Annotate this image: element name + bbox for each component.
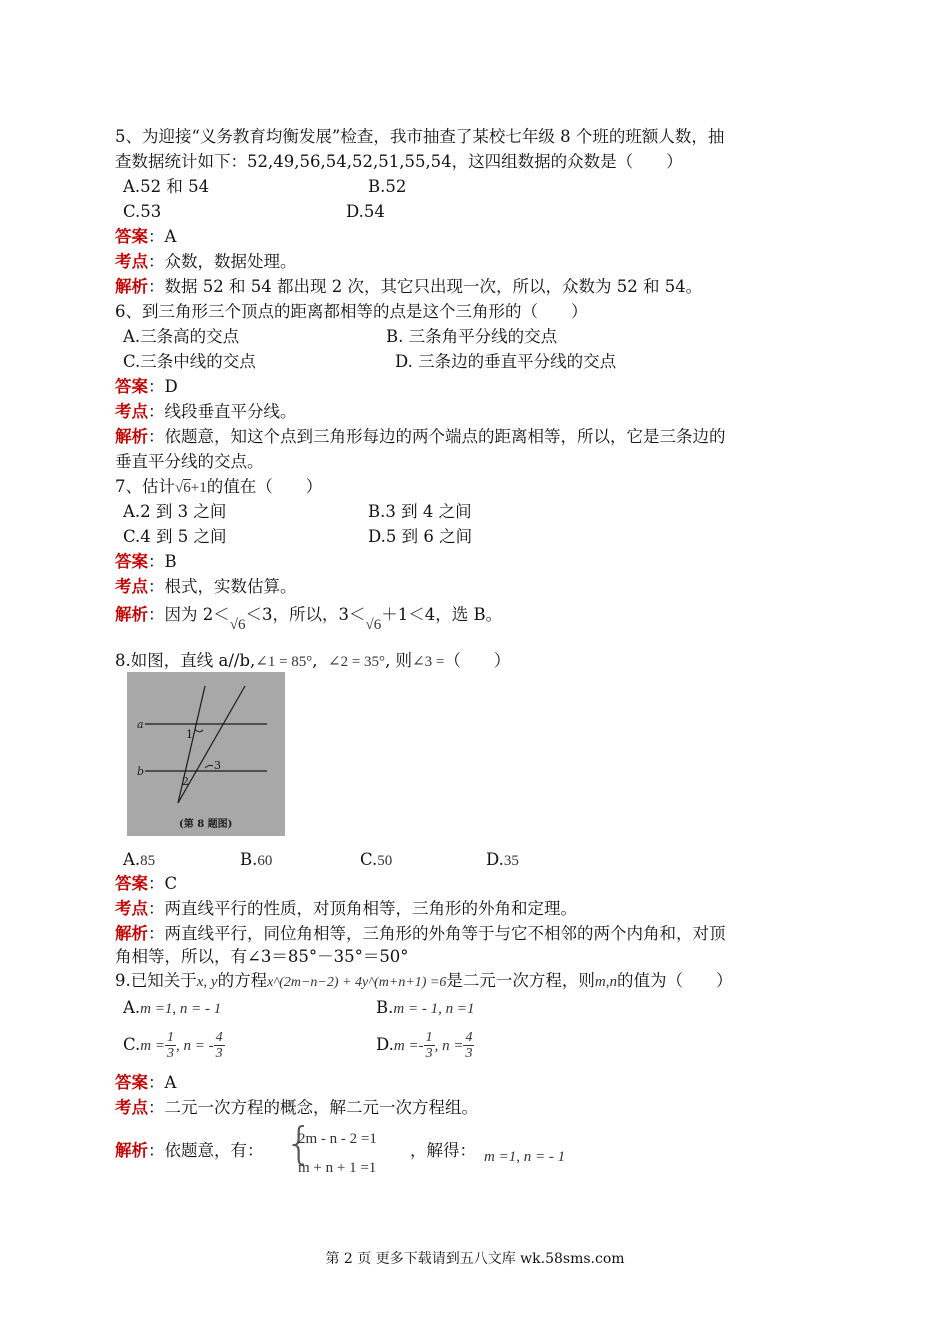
q8-angle1: ∠1 = 85° [255,654,313,670]
fig-label-b: b [137,765,145,778]
q9-answer [115,1072,176,1094]
q9-point-value: 二元一次方程的概念，解二元一次方程组。 [164,1098,478,1117]
q7-sqrt-2: √6 [365,617,382,633]
colon: ： [148,1141,165,1160]
q7-sqrt-1: √6 [229,617,246,633]
point-label: 考点 [115,899,148,918]
colon: ： [148,277,165,296]
q9-c-m-den: 3 [167,1046,175,1061]
point-label: 考点 [115,402,148,421]
q6-option-c: C.三条中线的交点 [123,352,256,371]
colon: ： [148,427,165,446]
q5-point-value: 众数，数据处理。 [164,252,297,271]
q9-option-b [376,997,474,1020]
q5-point [115,251,297,273]
page-footer: 第 2 页 更多下载请到五八文库 wk.58sms.com [325,1251,625,1267]
colon: ： [148,1098,165,1117]
colon: ： [148,577,165,596]
q8-b-label: B. [240,850,258,869]
q9-system-eq2: m + n + 1 =1 [298,1160,377,1176]
q8-c-value: 50 [377,853,393,869]
q9-c-n-den: 3 [215,1046,223,1061]
answer-label: 答案 [115,1073,148,1092]
q5-option-a: A.52 和 54 [123,177,210,196]
q8-c-label: C. [360,850,378,869]
analysis-label: 解析 [115,1141,148,1160]
q8-stem [115,650,510,673]
colon: ： [148,924,165,943]
analysis-label: 解析 [115,924,148,943]
q9-c-m-fraction [165,1030,176,1061]
q9-d-n-fraction [463,1030,474,1061]
colon: ： [148,252,165,271]
q5-answer [115,226,176,248]
colon: ： [148,874,165,893]
q8-angle3: ∠3 = [412,654,445,670]
q6-analysis [115,426,726,448]
q9-d-m-den: 3 [425,1046,433,1061]
q5-stem-line2: 查数据统计如下：52,49,56,54,52,51,55,54，这四组数据的众数是（ ） [115,152,683,171]
q5-answer-value: A [164,227,177,246]
q8-d-label: D. [486,850,504,869]
q9-b-value: m = - 1, n =1 [393,1001,475,1017]
q5-stem-line1: 5、为迎接“义务教育均衡发展”检查，我市抽查了某校七年级 8 个班的班额人数，抽 [115,127,725,146]
q8-b-value: 60 [257,853,273,869]
fig-label-3: 3 [214,759,221,772]
q8-answer-value: C [164,874,178,893]
q8-point-value: 两直线平行的性质，对顶角相等，三角形的外角和定理。 [164,899,577,918]
fig-caption: (第 8 题图) [179,819,233,830]
colon: ： [148,227,165,246]
q9-system-eq1: 2m - n - 2 =1 [298,1131,377,1147]
q5-analysis [115,276,702,298]
q7-option-b: B.3 到 4 之间 [368,502,472,521]
q6-answer [115,376,178,398]
q8-stem-pre: 8.如图，直线 a//b, [115,651,256,670]
q8-a-label: A. [123,850,141,869]
q9-equation: x^(2m−n−2) + 4y^(m+n+1) =6 [267,975,447,990]
q9-a-value: m =1, n = - 1 [140,1001,222,1017]
q6-analysis-line2: 垂直平分线的交点。 [115,452,264,471]
q8-option-a [123,849,155,872]
analysis-label: 解析 [115,277,148,296]
q8-figure-drawing [127,672,285,836]
q8-paren: （ ） [444,651,511,670]
q9-answer-value: A [164,1073,177,1092]
q6-stem: 6、到三角形三个顶点的距离都相等的点是这个三角形的（ ） [115,302,588,321]
colon: ： [148,552,165,571]
q7-radicand-2: 6 [373,617,382,633]
q7-option-c: C.4 到 5 之间 [123,527,227,546]
q6-point [115,401,297,423]
q5-option-c: C.53 [123,202,162,221]
colon: ： [148,377,165,396]
q9-d-n-den: 3 [465,1046,473,1061]
q9-d-label: D. [376,1035,394,1054]
q9-b-label: B. [376,998,394,1017]
q8-d-value: 35 [503,853,519,869]
q9-d-n-num: 4 [465,1030,473,1045]
q8-a-value: 85 [140,853,156,869]
q8-analysis-line2: 角相等，所以，有∠3＝85°－35°＝50° [115,947,409,966]
q9-stem-pre: 9.已知关于 [115,971,197,990]
q7-analysis [115,602,503,633]
q9-c-n-fraction [214,1030,225,1061]
q9-analysis [115,1140,264,1162]
q7-radicand-1: 6 [237,617,246,633]
q7-stem [115,476,322,499]
analysis-label: 解析 [115,427,148,446]
q9-point [115,1097,478,1119]
q9-stem [115,970,732,994]
q9-stem-mid: 的方程 [217,971,268,990]
q9-a-label: A. [123,998,141,1017]
q8-angle2: ∠2 = 35° [328,654,386,670]
q8-stem-post: , 则 [385,651,413,670]
q7-plus-one: +1 [190,480,207,496]
fig-label-1: 1 [186,728,193,741]
q7-option-a: A.2 到 3 之间 [123,502,227,521]
answer-label: 答案 [115,377,148,396]
q7-analysis-part1: 因为 2＜ [164,605,230,624]
q9-option-d [376,1027,474,1064]
q9-c-m-num: 1 [167,1030,175,1045]
q9-stem-post: 是二元一次方程，则 [446,971,595,990]
answer-label: 答案 [115,552,148,571]
q9-analysis-pre: 依题意，有： [164,1141,264,1160]
answer-label: 答案 [115,874,148,893]
q7-sqrt-expression: √6+1 [175,480,207,496]
fig-label-2: 2 [182,775,189,788]
fig-label-a: a [137,718,144,731]
point-label: 考点 [115,577,148,596]
q9-system-brace: { [285,1118,313,1169]
q6-point-value: 线段垂直平分线。 [164,402,297,421]
q9-option-c [123,1027,225,1064]
colon: ： [148,402,165,421]
q8-option-d [486,849,519,872]
q7-answer [115,551,177,573]
q8-answer [115,873,177,895]
colon: ： [148,605,165,624]
q7-answer-value: B [164,552,177,571]
q6-option-a: A.三条高的交点 [123,327,240,346]
q7-option-d: D.5 到 6 之间 [368,527,473,546]
q7-point-value: 根式，实数估算。 [164,577,297,596]
colon: ： [148,1073,165,1092]
q7-stem-post: 的值在（ ） [206,477,323,496]
colon: ： [148,899,165,918]
point-label: 考点 [115,1098,148,1117]
q8-figure [127,672,285,836]
q9-analysis-mid: ，解得： [410,1141,476,1160]
q7-analysis-part3: ＋1＜4，选 B。 [381,605,503,624]
q8-option-b [240,849,272,872]
q9-option-a [123,997,221,1020]
q9-d-n: , n = [434,1038,464,1054]
q9-c-n: , n = - [176,1038,214,1054]
q8-option-c [360,849,392,872]
q9-solution: m =1, n = - 1 [484,1149,566,1165]
q9-vars: x, y [196,974,218,990]
q9-c-label: C. [123,1035,141,1054]
q8-analysis [115,923,726,945]
q5-option-d: D.54 [346,202,385,221]
q5-analysis-value: 数据 52 和 54 都出现 2 次，其它只出现一次，所以，众数为 52 和 54。 [164,277,703,296]
q6-option-d: D. 三条边的垂直平分线的交点 [395,352,617,371]
q9-c-n-num: 4 [215,1030,223,1045]
q9-mn: m,n [594,974,617,990]
answer-label: 答案 [115,227,148,246]
q7-analysis-part2: ＜3，所以，3＜ [245,605,366,624]
q7-stem-pre: 7、估计 [115,477,175,496]
q8-sep: , [312,651,318,670]
q8-analysis-line1: 两直线平行，同位角相等，三角形的外角等于与它不相邻的两个内角和，对顶 [164,924,726,943]
q9-c-m: m = [140,1038,166,1054]
q9-d-m-fraction [424,1030,435,1061]
q9-d-m: m =- [393,1038,424,1054]
point-label: 考点 [115,252,148,271]
q9-d-m-num: 1 [425,1030,433,1045]
q5-option-b: B.52 [368,177,407,196]
analysis-label: 解析 [115,605,148,624]
q7-radicand: 6 [183,480,191,496]
q6-option-b: B. 三条角平分线的交点 [386,327,558,346]
q6-analysis-line1: 依题意，知这个点到三角形每边的两个端点的距离相等，所以，它是三条边的 [164,427,726,446]
q7-point [115,576,297,598]
q6-answer-value: D [164,377,178,396]
q9-stem-end: 的值为（ ） [616,971,733,990]
q8-point [115,898,577,920]
